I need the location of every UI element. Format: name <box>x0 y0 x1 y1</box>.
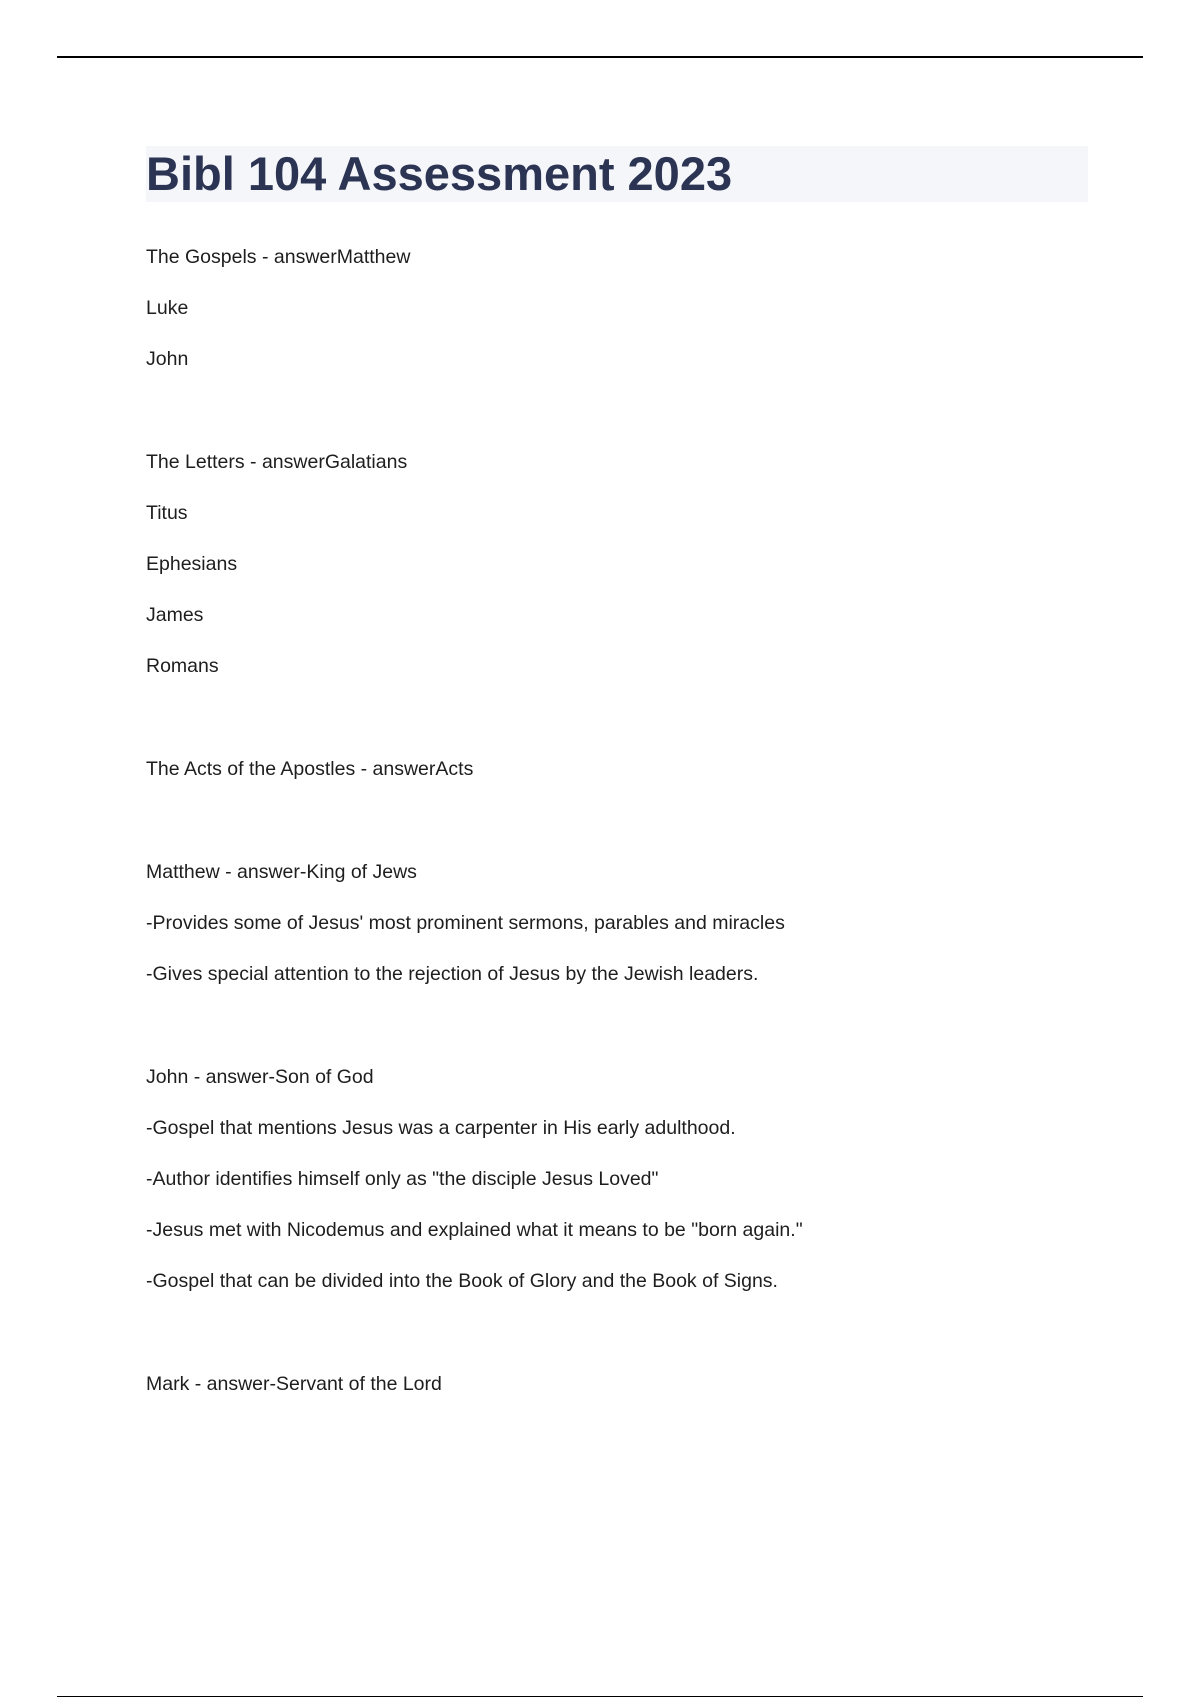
document-title: Bibl 104 Assessment 2023 <box>146 147 733 200</box>
qa-answer-line: Ephesians <box>146 553 238 575</box>
block-spacer <box>146 1293 1086 1372</box>
qa-block-mark <box>146 1372 1086 1396</box>
qa-answer-line: -Provides some of Jesus' most prominent sermons, parables and miracles <box>146 912 785 934</box>
qa-block-letters <box>146 450 1086 678</box>
qa-answer-line: -Gives special attention to the rejection of Jesus by the Jewish leaders. <box>146 963 759 985</box>
qa-answer-line: Luke <box>146 297 189 319</box>
block-spacer <box>146 781 1086 860</box>
qa-block-gospels <box>146 245 1086 371</box>
qa-block-john <box>146 1065 1086 1293</box>
qa-answer-line: James <box>146 604 204 626</box>
qa-answer-line: Romans <box>146 655 219 677</box>
bottom-rule <box>57 1696 1143 1697</box>
qa-question: The Acts of the Apostles - answerActs <box>146 758 474 780</box>
qa-question: Mark - answer-Servant of the Lord <box>146 1373 442 1395</box>
qa-question: Matthew - answer-King of Jews <box>146 861 417 883</box>
qa-answer-line: -Gospel that can be divided into the Book of Glory and the Book of Signs. <box>146 1270 778 1292</box>
qa-question: John - answer-Son of God <box>146 1066 374 1088</box>
qa-question: The Gospels - answerMatthew <box>146 246 411 268</box>
qa-answer-line: John <box>146 348 189 370</box>
qa-block-acts <box>146 757 1086 781</box>
qa-block-matthew <box>146 860 1086 986</box>
block-spacer <box>146 678 1086 757</box>
qa-answer-line: Titus <box>146 502 188 524</box>
qa-answer-line: -Gospel that mentions Jesus was a carpenter in His early adulthood. <box>146 1117 736 1139</box>
qa-question: The Letters - answerGalatians <box>146 451 408 473</box>
top-rule <box>57 56 1143 58</box>
qa-answer-line: -Author identifies himself only as "the disciple Jesus Loved" <box>146 1168 659 1190</box>
block-spacer <box>146 986 1086 1065</box>
block-spacer <box>146 371 1086 450</box>
qa-answer-line: -Jesus met with Nicodemus and explained what it means to be "born again." <box>146 1219 803 1241</box>
document-body <box>146 245 1086 1396</box>
